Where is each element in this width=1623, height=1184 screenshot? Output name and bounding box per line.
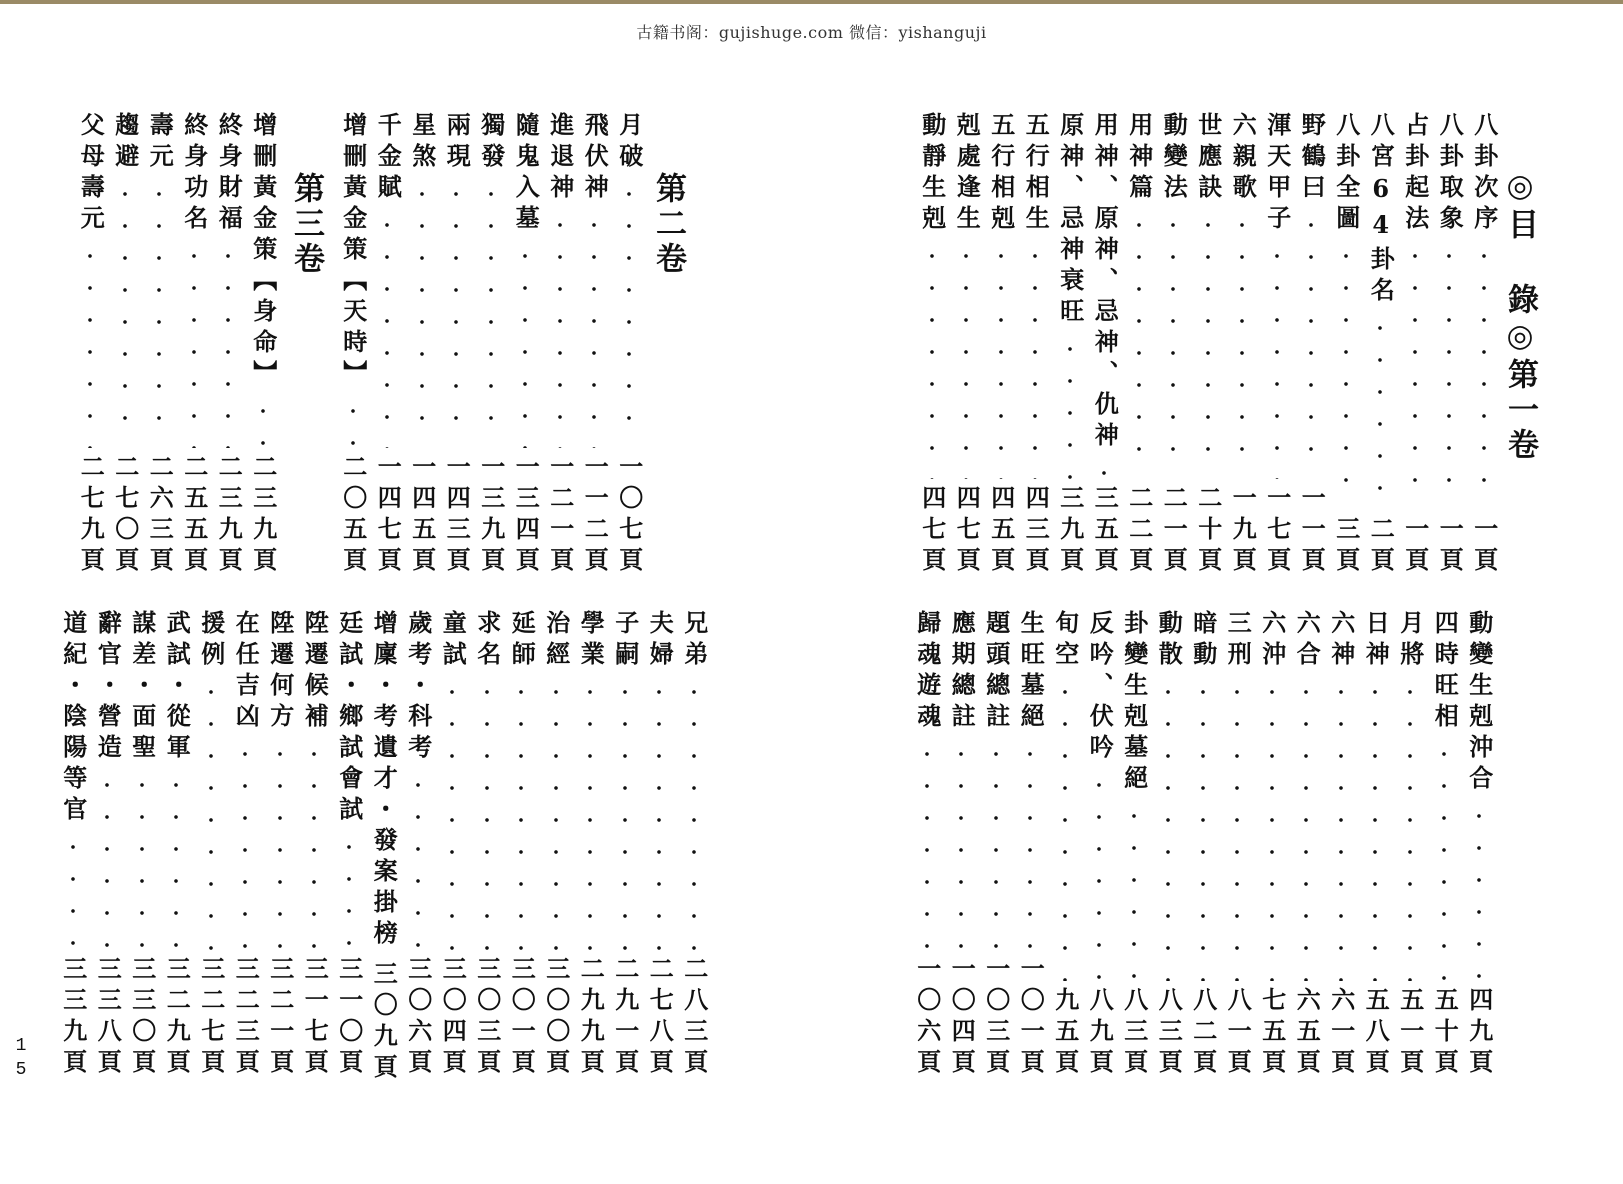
toc-entry [1363, 112, 1398, 578]
toc-entry-page: 二頁 [1366, 516, 1396, 578]
toc-entry-page: 一〇四頁 [947, 956, 977, 1080]
leader-dots [1028, 738, 1032, 950]
toc-entry [504, 610, 539, 1080]
leader-dots [1102, 457, 1106, 479]
toc-entry-title: 童試 [438, 610, 468, 672]
toc-entry-title: 八卦全圖 [1331, 112, 1361, 236]
toc-entry-title: 廷試・鄉試會試 [334, 610, 364, 827]
toc-entry-page: 一四三頁 [442, 454, 472, 578]
leader-dots [123, 178, 127, 448]
leader-dots [627, 178, 631, 448]
toc-entry [1393, 610, 1428, 1080]
toc-entry-page: 八一頁 [1223, 987, 1253, 1080]
leader-dots [692, 676, 696, 950]
toc-entry-title: 卦變生剋墓絕 [1119, 610, 1149, 796]
toc-entry [332, 610, 367, 1080]
leader-dots [1068, 333, 1072, 479]
toc-entry [1324, 610, 1359, 1080]
toc-entry [159, 610, 194, 1080]
toc-entry-page: 二九一頁 [610, 956, 640, 1080]
toc-entry [1186, 610, 1221, 1080]
toc-entry [1053, 112, 1088, 578]
toc-entry [508, 112, 543, 578]
toc-entry-title: 終身財福 [214, 112, 244, 236]
toc-entry [1358, 610, 1393, 1080]
toc-entry-title: 三刑 [1223, 610, 1253, 672]
volume-3-heading: 第三卷 [288, 172, 324, 277]
toc-entry-page: 二九九頁 [576, 956, 606, 1080]
toc-entry-page: 八三頁 [1119, 987, 1149, 1080]
leader-dots [1378, 312, 1382, 510]
toc-entry-title: 月將 [1395, 610, 1425, 672]
toc-entry-title: 日神 [1361, 610, 1391, 672]
toc-entry [979, 610, 1014, 1080]
toc-entry-title: 六沖 [1257, 610, 1287, 672]
leader-dots [1137, 209, 1141, 479]
toc-entry-page: 一頁 [1469, 516, 1499, 578]
toc-entry [73, 112, 108, 578]
toc-entry-title: 父母壽元 [76, 112, 106, 236]
toc-entry-page: 三〇〇頁 [541, 956, 571, 1080]
toc-entry [1467, 112, 1502, 578]
leader-dots [592, 209, 596, 448]
toc-entry-page: 二八三頁 [679, 956, 709, 1080]
leader-dots [1206, 209, 1210, 479]
leader-dots [1477, 800, 1481, 981]
leader-dots [588, 676, 592, 950]
leader-dots [1097, 769, 1101, 981]
toc-entry-title: 辭官・營造 [93, 610, 123, 765]
toc-entry [125, 610, 160, 1080]
leader-dots [1275, 240, 1279, 479]
toc-entry-page: 三頁 [1331, 516, 1361, 578]
leader-dots [1201, 676, 1205, 981]
leader-dots [1166, 676, 1170, 981]
toc-entry-title: 六親歌 [1228, 112, 1258, 205]
toc-entry-title: 歲考・科考 [403, 610, 433, 765]
toc-entry-page: 八二頁 [1188, 987, 1218, 1080]
toc-entry-title: 八卦次序 [1469, 112, 1499, 236]
leader-dots [140, 769, 144, 950]
toc-entry [1087, 112, 1122, 578]
toc-entry [573, 610, 608, 1080]
toc-entry-title: 五行相生 [1021, 112, 1051, 236]
leader-dots [964, 240, 968, 479]
leader-dots [999, 240, 1003, 479]
toc-entry-page: 九五頁 [1050, 987, 1080, 1080]
toc-entry [944, 610, 979, 1080]
toc-entry-title: 子嗣 [610, 610, 640, 672]
leader-dots [347, 831, 351, 950]
toc-entry-page: 三一七頁 [300, 956, 330, 1080]
toc-entry-page: 二七〇頁 [110, 454, 140, 578]
toc-entry [1013, 610, 1048, 1080]
leader-dots [209, 676, 213, 950]
toc-entry-page: 三三八頁 [93, 956, 123, 1080]
toc-entry-title: 求名 [472, 610, 502, 672]
leader-dots [1373, 676, 1377, 981]
toc-entry-title: 八卦取象 [1435, 112, 1465, 236]
leader-dots [1235, 676, 1239, 981]
toc-entry-title: 題頭總註 [981, 610, 1011, 734]
toc-entry [1462, 610, 1497, 1080]
leader-dots [1339, 676, 1343, 981]
toc-entry-page: 四五頁 [986, 485, 1016, 578]
toc-entry-page: 一九頁 [1228, 485, 1258, 578]
toc-entry-page: 三〇六頁 [403, 956, 433, 1080]
toc-entry-title: 進退神 [545, 112, 575, 205]
toc-entry [56, 610, 91, 1080]
toc-entry-page: 一〇一頁 [1016, 956, 1046, 1080]
toc-entry [177, 112, 212, 578]
toc-entry-page: 六五頁 [1292, 987, 1322, 1080]
toc-entry-page: 一〇三頁 [981, 956, 1011, 1080]
toc-entry-title: 五行相剋 [986, 112, 1016, 236]
toc-entry-title: 夫婦 [645, 610, 675, 672]
toc-entry-page: 二一頁 [1159, 485, 1189, 578]
leader-dots [1063, 676, 1067, 981]
toc-entry-page: 三二一頁 [265, 956, 295, 1080]
toc-entry [612, 112, 647, 578]
toc-entry-page: 二三九頁 [214, 454, 244, 578]
toc-entry [435, 610, 470, 1080]
toc-entry-page: 五一頁 [1395, 987, 1425, 1080]
leader-dots [312, 738, 316, 950]
toc-entry [297, 610, 332, 1080]
toc-entry-title: 飛伏神 [580, 112, 610, 205]
leader-dots [243, 738, 247, 950]
leader-dots [88, 240, 92, 448]
toc-entry [984, 112, 1019, 578]
leader-dots [523, 240, 527, 448]
toc-entry-page: 四三頁 [1021, 485, 1051, 578]
toc-entry-title: 終身功名 [179, 112, 209, 236]
leader-dots [192, 240, 196, 448]
toc-entry-page: 三三〇頁 [127, 956, 157, 1080]
toc-entry [1191, 112, 1226, 578]
toc-entry-title: 世應訣 [1193, 112, 1223, 205]
toc-entry-page: 一四七頁 [373, 454, 403, 578]
leader-dots [416, 769, 420, 950]
leader-dots [1344, 240, 1348, 510]
toc-entry-page: 三二七頁 [196, 956, 226, 1080]
toc-entry-page: 三一〇頁 [334, 956, 364, 1080]
toc-entry-title: 獨發 [476, 112, 506, 174]
volume-1-heading: ◎目 錄◎第一卷 [1502, 168, 1538, 463]
toc-entry-title: 野鶴曰 [1297, 112, 1327, 205]
toc-entry [1122, 112, 1157, 578]
toc-entry [474, 112, 509, 578]
toc-entry [1082, 610, 1117, 1080]
toc-entry [1225, 112, 1260, 578]
toc-entry-title: 旬空 [1050, 610, 1080, 672]
leader-dots [959, 738, 963, 950]
leader-dots [71, 831, 75, 950]
toc-entry-page: 四七頁 [952, 485, 982, 578]
toc-entry [194, 610, 229, 1080]
leader-dots [1442, 738, 1446, 981]
toc-entry-page: 五十頁 [1430, 987, 1460, 1080]
leader-dots [930, 240, 934, 479]
leader-dots [519, 676, 523, 950]
toc-entry-page: 一三九頁 [476, 454, 506, 578]
leader-dots [554, 676, 558, 950]
toc-entry-title: 陞遷候補 [300, 610, 330, 734]
watermark: 古籍书阁：gujishuge.com 微信：yishanguji [636, 23, 987, 42]
toc-entry-title: 隨鬼入墓 [511, 112, 541, 236]
leader-dots [485, 676, 489, 950]
leader-dots [420, 178, 424, 448]
leader-dots [174, 769, 178, 950]
toc-entry [915, 112, 950, 578]
toc-entry-title: 剋處逢生 [952, 112, 982, 236]
toc-entry-title: 武試・從軍 [162, 610, 192, 765]
leader-dots [1270, 676, 1274, 981]
toc-entry [1260, 112, 1295, 578]
leader-dots [1447, 240, 1451, 510]
toc-entry-title: 暗動 [1188, 610, 1218, 672]
toc-entry-title: 星煞 [407, 112, 437, 174]
leader-dots [385, 209, 389, 448]
toc-entry [1048, 610, 1083, 1080]
toc-entry-page: 八九頁 [1085, 987, 1115, 1080]
toc-entry-title: 延師 [507, 610, 537, 672]
toc-entry-page: 三五頁 [1090, 485, 1120, 578]
toc-entry [405, 112, 440, 578]
toc-entry-title: 增刪黃金策【天時】 [338, 112, 368, 391]
toc-entry-page: 七五頁 [1257, 987, 1287, 1080]
toc-entry-page: 八三頁 [1154, 987, 1184, 1080]
toc-entry-page: 六一頁 [1326, 987, 1356, 1080]
toc-entry [539, 610, 574, 1080]
toc-entry-title: 治經 [541, 610, 571, 672]
toc-entry-title: 在任吉凶 [231, 610, 261, 734]
toc-entry [366, 610, 401, 1085]
toc-entry-title: 用神篇 [1124, 112, 1154, 205]
toc-entry [1427, 610, 1462, 1080]
leader-dots [657, 676, 661, 950]
leader-dots [1408, 676, 1412, 981]
volume-2-heading: 第二卷 [650, 172, 686, 277]
toc-entry-page: 二三九頁 [248, 454, 278, 578]
toc-entry [608, 610, 643, 1080]
toc-entry-page: 二十頁 [1193, 485, 1223, 578]
toc-entry [1289, 610, 1324, 1080]
toc-entry [142, 112, 177, 578]
toc-left-vol2 [335, 112, 646, 578]
leader-dots [558, 209, 562, 448]
toc-entry [401, 610, 436, 1080]
toc-entry-title: 四時旺相 [1430, 610, 1460, 734]
toc-entry-title: 生旺墓絕 [1016, 610, 1046, 734]
leader-dots [157, 178, 161, 448]
toc-entry [1329, 112, 1364, 578]
leader-dots [1132, 800, 1136, 981]
toc-entry [1018, 112, 1053, 578]
leader-dots [1033, 240, 1037, 479]
toc-entry-page: 三二九頁 [162, 956, 192, 1080]
toc-entry [90, 610, 125, 1080]
toc-entry [1156, 112, 1191, 578]
toc-entry-page: 三〇四頁 [438, 956, 468, 1080]
toc-entry-page: 三九頁 [1055, 485, 1085, 578]
toc-entry [370, 112, 405, 578]
toc-entry-title: 動變生剋沖合 [1464, 610, 1494, 796]
toc-entry-page: 四七頁 [917, 485, 947, 578]
toc-entry-page: 二〇五頁 [338, 454, 368, 578]
toc-entry-page: 二七八頁 [645, 956, 675, 1080]
toc-entry-title: 渾天甲子 [1262, 112, 1292, 236]
toc-entry [1117, 610, 1152, 1080]
leader-dots [454, 178, 458, 448]
toc-left-bottom [55, 610, 711, 1085]
toc-entry [677, 610, 712, 1080]
leader-dots [261, 395, 265, 448]
leader-dots [623, 676, 627, 950]
toc-entry [577, 112, 612, 578]
toc-entry-title: 陞遷何方 [265, 610, 295, 734]
toc-entry [910, 610, 945, 1080]
leader-dots [994, 738, 998, 950]
toc-entry-title: 六合 [1292, 610, 1322, 672]
toc-entry-title: 援例 [196, 610, 226, 672]
toc-entry-page: 一七頁 [1262, 485, 1292, 578]
toc-entry [1398, 112, 1433, 578]
toc-entry-title: 道紀・陰陽等官 [58, 610, 88, 827]
toc-entry-page: 二七九頁 [76, 454, 106, 578]
toc-entry-page: 二二頁 [1124, 485, 1154, 578]
toc-entry [263, 610, 298, 1080]
toc-entry-title: 動靜生剋 [917, 112, 947, 236]
toc-right-bottom [909, 610, 1496, 1080]
toc-entry-page: 一頁 [1435, 516, 1465, 578]
toc-entry-title: 月破 [614, 112, 644, 174]
leader-dots [278, 738, 282, 950]
leader-dots [226, 240, 230, 448]
toc-entry-title: 增刪黃金策【身命】 [248, 112, 278, 391]
toc-entry-page: 三三九頁 [58, 956, 88, 1080]
toc-entry-title: 學業 [576, 610, 606, 672]
toc-entry-title: 動變法 [1159, 112, 1189, 205]
page-number: 15 [15, 1036, 27, 1080]
toc-entry-title: 六神 [1326, 610, 1356, 672]
toc-entry [211, 112, 246, 578]
toc-entry-page: 三〇一頁 [507, 956, 537, 1080]
toc-entry [439, 112, 474, 578]
toc-entry-page: 一四五頁 [407, 454, 437, 578]
toc-entry-page: 四九頁 [1464, 987, 1494, 1080]
leader-dots [1309, 209, 1313, 479]
leader-dots [925, 738, 929, 950]
toc-entry-title: 謀差・面聖 [127, 610, 157, 765]
toc-entry-title: 趨避 [110, 112, 140, 174]
leader-dots [1304, 676, 1308, 981]
toc-entry-title: 增廩・考遺才・發案掛榜 [369, 610, 399, 951]
top-border [0, 0, 1623, 4]
leader-dots [1171, 209, 1175, 479]
toc-entry [1294, 112, 1329, 578]
toc-entry-page: 一三四頁 [511, 454, 541, 578]
leader-dots [1240, 209, 1244, 479]
toc-entry-title: 壽元 [145, 112, 175, 174]
toc-entry-title: 原神、忌神衰旺 [1055, 112, 1085, 329]
toc-entry-page: 三二三頁 [231, 956, 261, 1080]
toc-entry [1432, 112, 1467, 578]
toc-entry [949, 112, 984, 578]
leader-dots [105, 769, 109, 950]
toc-entry [1255, 610, 1290, 1080]
toc-entry-title: 反吟、伏吟 [1085, 610, 1115, 765]
toc-entry-title: 應期總註 [947, 610, 977, 734]
toc-entry-title: 兄弟 [679, 610, 709, 672]
toc-entry-title: 兩現 [442, 112, 472, 174]
toc-entry [642, 610, 677, 1080]
leader-dots [351, 395, 355, 448]
toc-left-vol3 [73, 112, 280, 578]
leader-dots [1482, 240, 1486, 510]
toc-entry-title: 動散 [1154, 610, 1184, 672]
toc-right-top [914, 112, 1501, 578]
toc-entry-page: 一〇六頁 [912, 956, 942, 1080]
toc-entry-page: 五八頁 [1361, 987, 1391, 1080]
toc-entry-page: 一〇七頁 [614, 454, 644, 578]
toc-entry [336, 112, 371, 578]
toc-entry [1220, 610, 1255, 1080]
toc-entry [470, 610, 505, 1080]
toc-entry-page: 二六三頁 [145, 454, 175, 578]
toc-entry-title: 歸魂遊魂 [912, 610, 942, 734]
toc-entry-title: 八宮64卦名 [1366, 112, 1396, 308]
toc-entry-page: 一頁 [1400, 516, 1430, 578]
toc-entry-page: 三〇三頁 [472, 956, 502, 1080]
toc-entry [543, 112, 578, 578]
toc-entry-title: 千金賦 [373, 112, 403, 205]
toc-entry-page: 一一頁 [1297, 485, 1327, 578]
toc-entry-page: 二五五頁 [179, 454, 209, 578]
toc-entry-page: 一一二頁 [580, 454, 610, 578]
leader-dots [1413, 240, 1417, 510]
toc-entry [1151, 610, 1186, 1080]
toc-entry-title: 占卦起法 [1400, 112, 1430, 236]
toc-entry-page: 三〇九頁 [369, 961, 399, 1085]
leader-dots [489, 178, 493, 448]
toc-entry-page: 一二一頁 [545, 454, 575, 578]
toc-entry [108, 112, 143, 578]
leader-dots [450, 676, 454, 950]
toc-entry [228, 610, 263, 1080]
toc-entry-title: 用神、原神、忌神、仇神 [1090, 112, 1120, 453]
toc-entry [246, 112, 281, 578]
